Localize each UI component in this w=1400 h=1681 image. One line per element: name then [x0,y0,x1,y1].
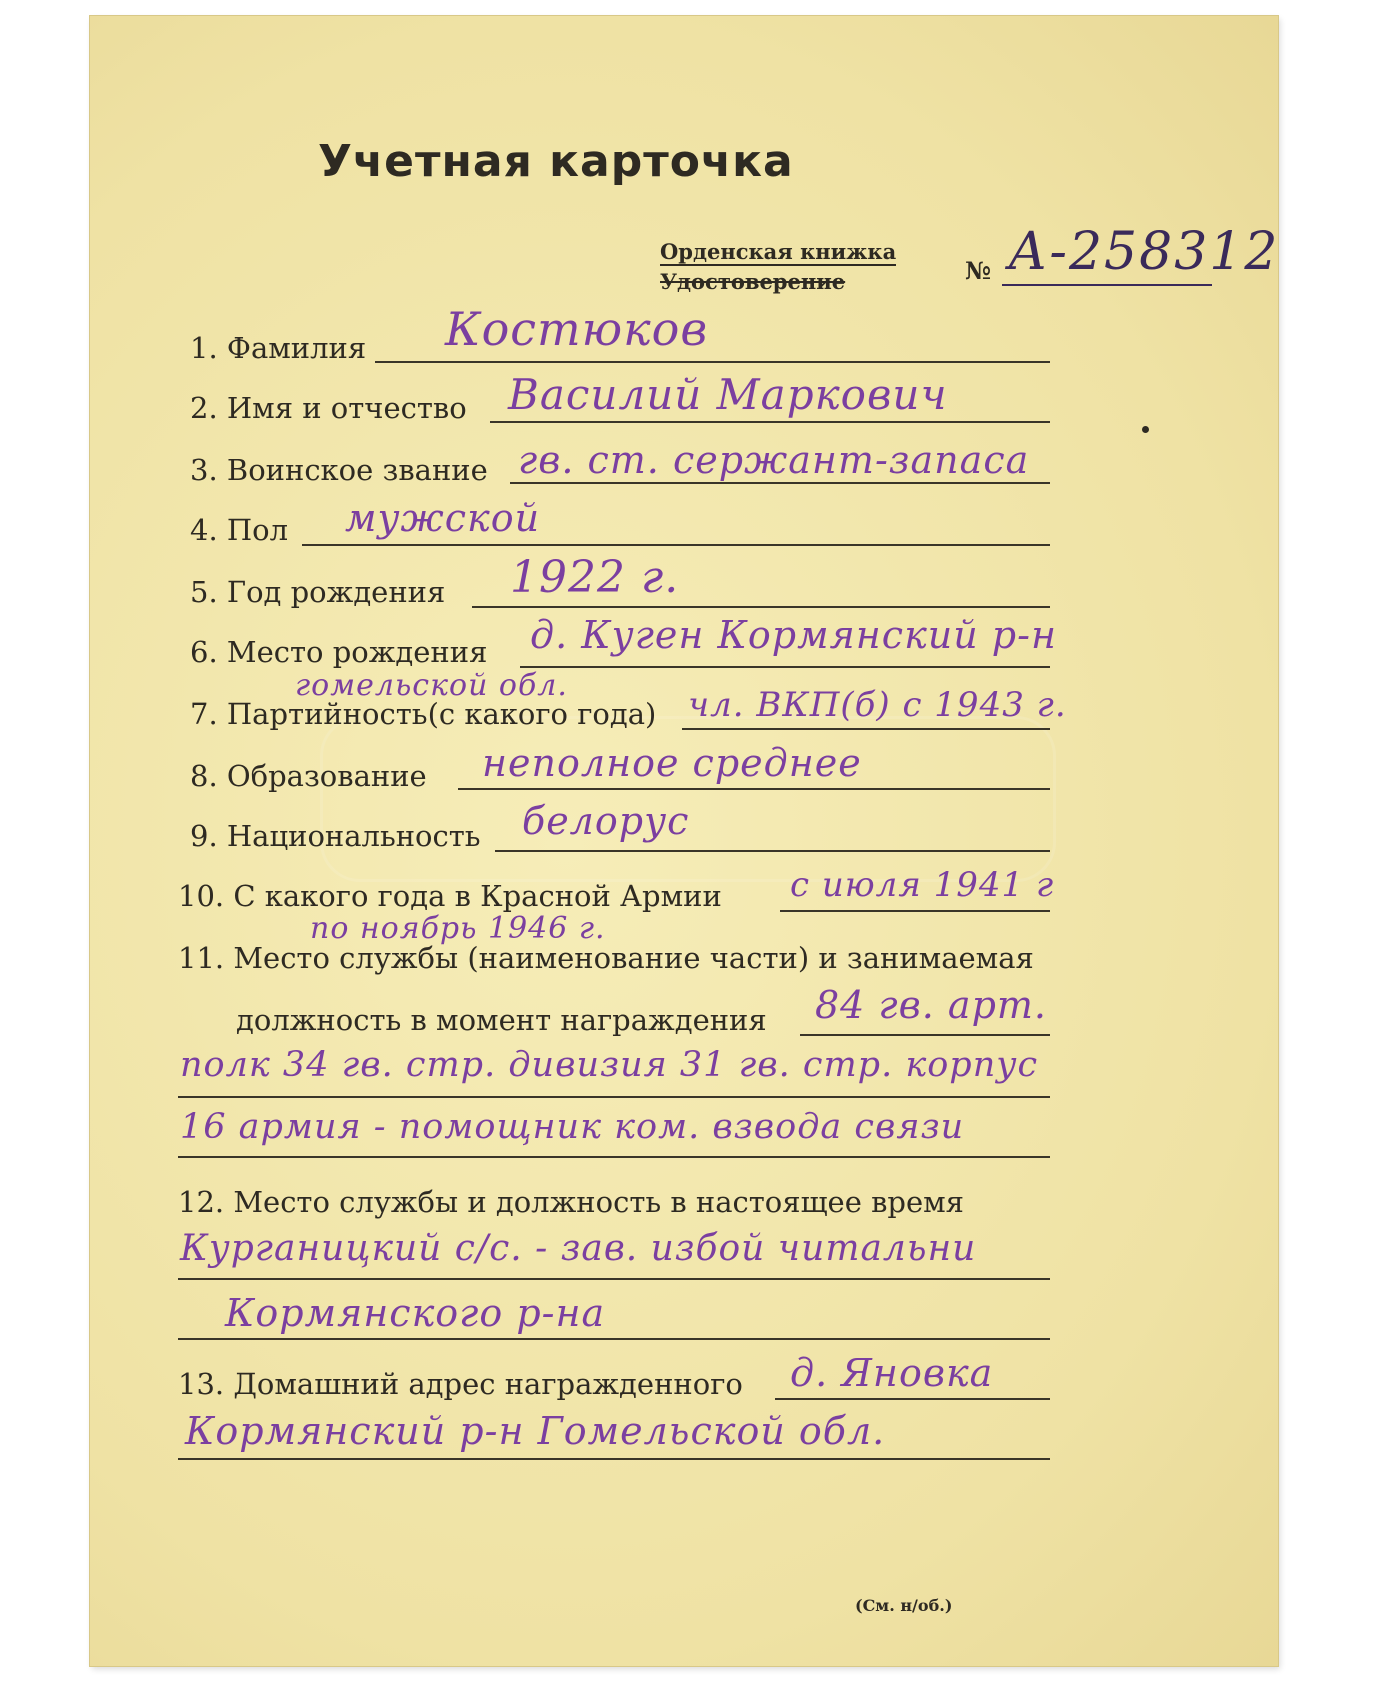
serial-number: А-258312 [1008,222,1280,282]
field-label-service-place-cont: должность в момент награждения [236,1003,767,1037]
field-label-sex: 4. Пол [190,513,289,547]
footnote: (См. н/об.) [855,1596,953,1615]
field-label-birth-year: 5. Год рождения [190,575,446,609]
field-value-current-service: Курганицкий с/с. - зав. избой читальни [180,1228,977,1269]
field-line [495,850,1050,852]
field-line [178,1458,1050,1460]
number-sign: № [965,256,992,285]
field-label-birthplace: 6. Место рождения [190,635,488,669]
field-value-birthplace-cont: гомельской обл. [295,668,568,703]
field-label-service-place: 11. Место службы (наименование части) и занимаемая [178,941,1034,975]
field-line [510,482,1050,484]
field-value-education: неполное среднее [482,741,862,785]
certificate-label-struck: Удостоверение [660,269,846,294]
field-value-service-place-line3: 16 армия - помощник ком. взвода связи [180,1107,965,1147]
field-line [682,728,1050,730]
ink-dot [1142,426,1149,433]
field-label-party: 7. Партийность(с какого года) [190,697,657,731]
field-line [178,1338,1050,1340]
serial-underline [1002,284,1212,286]
field-value-service-place: 84 гв. арт. [815,983,1048,1027]
field-label-army-since: 10. С какого года в Красной Армии [178,879,722,913]
field-line [780,910,1050,912]
field-label-name: 2. Имя и отчество [190,391,467,425]
field-label-nationality: 9. Национальность [190,819,481,853]
field-line [775,1398,1050,1400]
field-label-rank: 3. Воинское звание [190,453,488,487]
field-value-current-service-cont: Кормянского р-на [225,1291,606,1335]
field-value-party: чл. ВКП(б) с 1943 г. [688,685,1067,725]
card-title: Учетная карточка [318,136,794,187]
field-label-surname: 1. Фамилия [190,331,367,365]
field-value-sex: мужской [345,496,541,540]
order-book-label: Орденская книжка [660,240,896,266]
field-line [490,421,1050,423]
field-line [178,1096,1050,1098]
field-line [800,1034,1050,1036]
field-line [472,606,1050,608]
field-value-service-place-line2: полк 34 гв. стр. дивизия 31 гв. стр. корпус [180,1045,1039,1085]
field-line [458,788,1050,790]
field-label-home-address: 13. Домашний адрес награжденного [178,1367,743,1401]
record-card [90,16,1278,1666]
field-value-army-since-cont: по ноябрь 1946 г. [310,911,606,946]
field-value-home-address-cont: Кормянский р-н Гомельской обл. [185,1409,886,1453]
field-value-birthplace: д. Куген Кормянский р-н [530,613,1058,657]
field-line [178,1278,1050,1280]
field-label-education: 8. Образование [190,759,427,793]
field-value-name: Василий Маркович [508,370,948,419]
field-line [375,361,1050,363]
field-value-nationality: белорус [522,799,690,843]
field-line [178,1156,1050,1158]
field-value-birth-year: 1922 г. [510,552,680,603]
field-line [520,666,1050,668]
field-value-home-address: д. Яновка [790,1351,994,1395]
field-value-army-since: с июля 1941 г [790,865,1055,905]
field-label-current-service: 12. Место службы и должность в настоящее время [178,1185,964,1219]
field-value-rank: гв. ст. сержант-запаса [518,438,1030,482]
field-value-surname: Костюков [445,302,709,356]
field-line [302,544,1050,546]
